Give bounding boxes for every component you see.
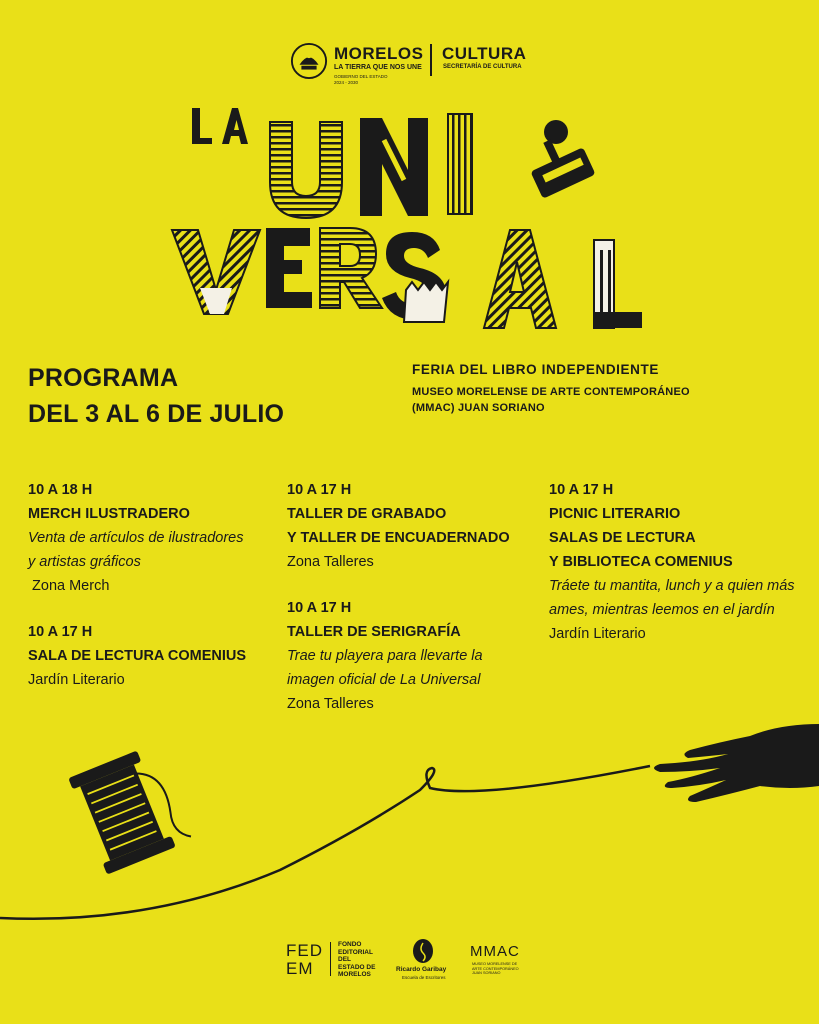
event-description: ames, mientras leemos en el jardín — [549, 602, 775, 618]
event-zone: Zona Talleres — [287, 554, 374, 570]
title-letter-r — [320, 228, 382, 308]
morelos-emblem-icon — [290, 42, 328, 80]
event-zone: Jardín Literario — [28, 672, 125, 688]
mmac-subtitle: MUSEO MORELENSE DE ARTE CONTEMPORÁNEO JUAN SORIANO — [472, 962, 519, 975]
event-zone: Zona Talleres — [287, 696, 374, 712]
fedem-logo-line1: FED — [286, 941, 323, 960]
morelos-tagline: LA TIERRA QUE NOS UNE — [334, 64, 422, 71]
morelos-title: MORELOS — [334, 44, 424, 63]
fedem-text-line: DEL — [338, 956, 351, 963]
event-title: Y TALLER DE ENCUADERNADO — [287, 530, 510, 546]
morelos-government-label: GOBIERNO DEL ESTADO — [334, 74, 388, 79]
event-time: 10 A 17 H — [549, 482, 614, 498]
event-picnic-block — [549, 478, 795, 646]
event-title: TALLER DE SERIGRAFÍA — [287, 624, 461, 640]
title-letters-la — [192, 108, 248, 144]
header-divider — [430, 44, 432, 76]
event-title: PICNIC LITERARIO — [549, 506, 681, 522]
fedem-text-line: MORELOS — [338, 971, 371, 978]
la-universal-title-art — [170, 100, 650, 350]
event-title: MERCH ILUSTRADERO — [28, 506, 190, 522]
event-title: Y BIBLIOTECA COMENIUS — [549, 554, 733, 570]
event-merch-block — [28, 478, 243, 598]
title-letter-l — [594, 240, 642, 328]
event-description: Trae tu playera para llevarte la — [287, 648, 483, 664]
garibay-emblem-icon — [412, 938, 434, 964]
event-serigrafia-block — [287, 596, 483, 716]
event-zone: Zona Merch — [28, 578, 110, 594]
thread-illustration — [0, 720, 819, 940]
fedem-text-line: ESTADO DE — [338, 963, 376, 971]
event-sala-block — [28, 620, 246, 692]
title-letter-n — [360, 118, 428, 216]
cultura-subtitle: SECRETARÍA DE CULTURA — [443, 64, 522, 70]
title-letter-u — [270, 122, 342, 218]
programa-heading: PROGRAMA — [28, 364, 179, 392]
fedem-text-line: FONDO — [338, 941, 362, 948]
event-zone: Jardín Literario — [549, 626, 646, 642]
hand-icon — [654, 724, 819, 802]
rubber-stamp-icon — [530, 120, 595, 199]
event-time: 10 A 18 H — [28, 482, 93, 498]
event-title: SALAS DE LECTURA — [549, 530, 696, 546]
title-letter-i — [448, 114, 472, 214]
event-description: y artistas gráficos — [28, 554, 141, 570]
event-title: TALLER DE GRABADO — [287, 506, 447, 522]
garibay-subtitle: Escuela de Escritores — [402, 975, 446, 980]
fedem-text-line: EDITORIAL — [338, 948, 373, 956]
mmac-logo: MMAC — [470, 943, 520, 960]
event-time: 10 A 17 H — [287, 600, 352, 616]
fedem-logo-line2: EM — [286, 959, 314, 978]
event-description: imagen oficial de La Universal — [287, 672, 481, 688]
museo-name-line2: (MMAC) JUAN SORIANO — [412, 402, 545, 414]
event-time: 10 A 17 H — [28, 624, 93, 640]
title-letter-e — [266, 228, 312, 308]
event-description: Venta de artículos de ilustradores — [28, 530, 244, 546]
event-description: Tráete tu mantita, lunch y a quien más — [549, 578, 795, 594]
feria-title: FERIA DEL LIBRO INDEPENDIENTE — [412, 362, 659, 377]
fedem-divider — [330, 942, 331, 976]
museo-name-line1: MUSEO MORELENSE DE ARTE CONTEMPORÁNEO — [412, 386, 690, 398]
title-letter-a — [484, 230, 556, 328]
event-title: SALA DE LECTURA COMENIUS — [28, 648, 247, 664]
morelos-period-label: 2024 - 2030 — [334, 80, 359, 85]
fedem-text — [338, 941, 375, 979]
event-grabado-block — [287, 478, 510, 574]
event-time: 10 A 17 H — [287, 482, 352, 498]
programa-dates: DEL 3 AL 6 DE JULIO — [28, 400, 285, 428]
cultura-title: CULTURA — [442, 44, 527, 63]
thread-spool-icon — [68, 744, 192, 875]
garibay-name: Ricardo Garibay — [396, 966, 447, 973]
fedem-logo — [286, 942, 323, 978]
